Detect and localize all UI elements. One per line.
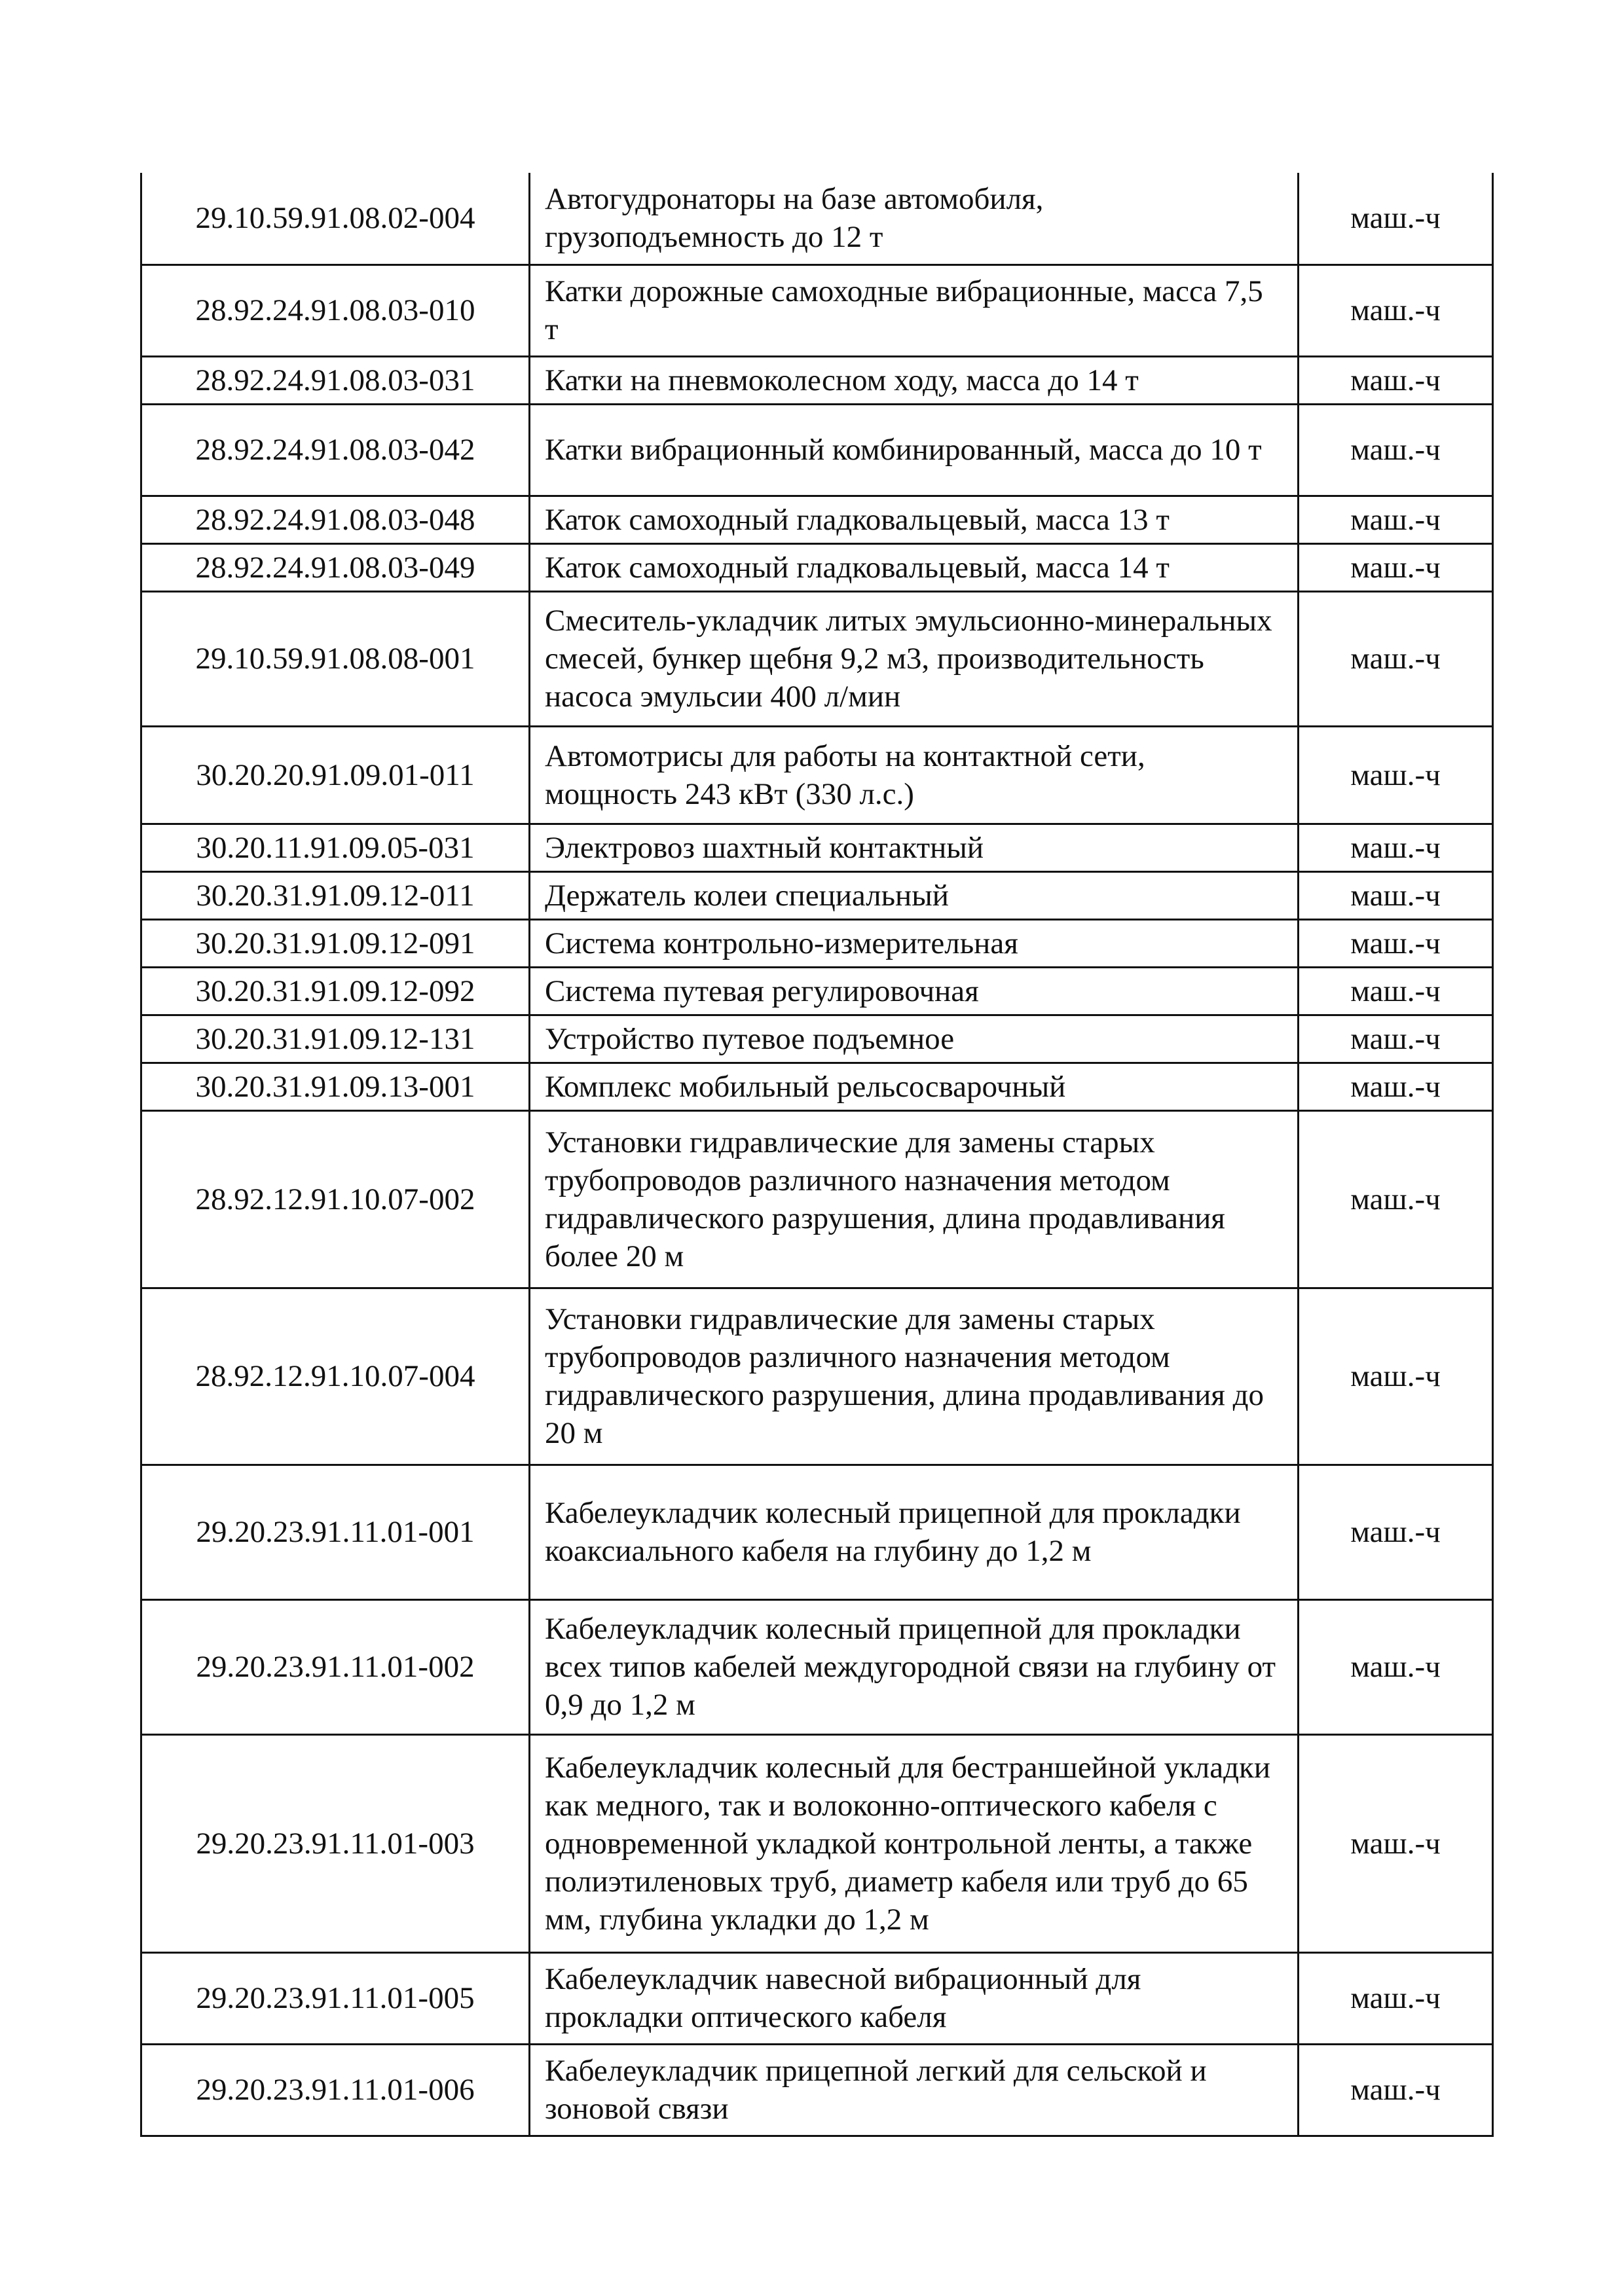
table-row bbox=[141, 1465, 1493, 1599]
table-row bbox=[141, 1599, 1493, 1734]
resource-code: 28.92.24.91.08.03-042 bbox=[141, 404, 530, 496]
resource-code: 29.20.23.91.11.01-002 bbox=[141, 1599, 530, 1734]
table-row bbox=[141, 726, 1493, 824]
table-row bbox=[141, 173, 1493, 264]
resource-code: 28.92.12.91.10.07-002 bbox=[141, 1110, 530, 1288]
resource-code: 28.92.24.91.08.03-010 bbox=[141, 264, 530, 356]
resource-unit: маш.-ч bbox=[1299, 543, 1493, 591]
table-row bbox=[141, 356, 1493, 404]
table-row bbox=[141, 2044, 1493, 2136]
resource-unit: маш.-ч bbox=[1299, 496, 1493, 543]
resource-name: Автомотрисы для работы на контактной сети, мощность 243 кВт (330 л.с.) bbox=[530, 726, 1299, 824]
resource-code: 28.92.12.91.10.07-004 bbox=[141, 1288, 530, 1465]
resource-code: 30.20.20.91.09.01-011 bbox=[141, 726, 530, 824]
resource-unit: маш.-ч bbox=[1299, 1063, 1493, 1110]
table-row bbox=[141, 967, 1493, 1015]
resource-unit: маш.-ч bbox=[1299, 1015, 1493, 1063]
resource-code: 29.20.23.91.11.01-005 bbox=[141, 1952, 530, 2044]
resource-unit: маш.-ч bbox=[1299, 1110, 1493, 1288]
resource-name: Катки дорожные самоходные вибрационные, масса 7,5 т bbox=[530, 264, 1299, 356]
resource-name: Кабелеукладчик прицепной легкий для сельской и зоновой связи bbox=[530, 2044, 1299, 2136]
machinery-table-body bbox=[141, 173, 1493, 2136]
resource-code: 30.20.31.91.09.12-011 bbox=[141, 871, 530, 919]
resource-name: Кабелеукладчик колесный прицепной для прокладки всех типов кабелей междугородной связи на глубину от 0,9 до 1,2 м bbox=[530, 1599, 1299, 1734]
resource-unit: маш.-ч bbox=[1299, 591, 1493, 726]
resource-unit: маш.-ч bbox=[1299, 356, 1493, 404]
resource-unit: маш.-ч bbox=[1299, 967, 1493, 1015]
table-row bbox=[141, 919, 1493, 967]
resource-code: 29.20.23.91.11.01-003 bbox=[141, 1734, 530, 1952]
resource-name: Система путевая регулировочная bbox=[530, 967, 1299, 1015]
resource-code: 29.20.23.91.11.01-006 bbox=[141, 2044, 530, 2136]
resource-name: Кабелеукладчик навесной вибрационный для прокладки оптического кабеля bbox=[530, 1952, 1299, 2044]
resource-name: Кабелеукладчик колесный прицепной для прокладки коаксиального кабеля на глубину до 1,2 м bbox=[530, 1465, 1299, 1599]
resource-name: Автогудронаторы на базе автомобиля, грузоподъемность до 12 т bbox=[530, 173, 1299, 264]
resource-unit: маш.-ч bbox=[1299, 1734, 1493, 1952]
resource-unit: маш.-ч bbox=[1299, 264, 1493, 356]
resource-name: Установки гидравлические для замены старых трубопроводов различного назначения методом гидравлического разрушения, длина продавливания более 20 м bbox=[530, 1110, 1299, 1288]
table-row bbox=[141, 1288, 1493, 1465]
resource-name: Комплекс мобильный рельсосварочный bbox=[530, 1063, 1299, 1110]
table-row bbox=[141, 871, 1493, 919]
resource-name: Катки на пневмоколесном ходу, масса до 14 т bbox=[530, 356, 1299, 404]
table-row bbox=[141, 1110, 1493, 1288]
table-row bbox=[141, 1734, 1493, 1952]
resource-name: Смеситель-укладчик литых эмульсионно-минеральных смесей, бункер щебня 9,2 м3, производительность насоса эмульсии 400 л/мин bbox=[530, 591, 1299, 726]
resource-name: Каток самоходный гладковальцевый, масса 14 т bbox=[530, 543, 1299, 591]
resource-name: Кабелеукладчик колесный для бестраншейной укладки как медного, так и волоконно-оптического кабеля с одновременной укладкой контрольной ленты, а также полиэтиленовых труб, диаметр кабеля или труб до 65 мм, глубина укладки до 1,2 м bbox=[530, 1734, 1299, 1952]
resource-name: Система контрольно-измерительная bbox=[530, 919, 1299, 967]
resource-name: Катки вибрационный комбинированный, масса до 10 т bbox=[530, 404, 1299, 496]
table-row bbox=[141, 543, 1493, 591]
resource-code: 30.20.11.91.09.05-031 bbox=[141, 824, 530, 871]
resource-code: 29.20.23.91.11.01-001 bbox=[141, 1465, 530, 1599]
resource-unit: маш.-ч bbox=[1299, 1465, 1493, 1599]
resource-code: 28.92.24.91.08.03-031 bbox=[141, 356, 530, 404]
table-row bbox=[141, 1015, 1493, 1063]
resource-code: 30.20.31.91.09.13-001 bbox=[141, 1063, 530, 1110]
machinery-table bbox=[140, 173, 1494, 2137]
resource-code: 30.20.31.91.09.12-131 bbox=[141, 1015, 530, 1063]
table-row bbox=[141, 824, 1493, 871]
resource-code: 29.10.59.91.08.08-001 bbox=[141, 591, 530, 726]
resource-name: Электровоз шахтный контактный bbox=[530, 824, 1299, 871]
resource-unit: маш.-ч bbox=[1299, 1952, 1493, 2044]
resource-unit: маш.-ч bbox=[1299, 726, 1493, 824]
resource-code: 30.20.31.91.09.12-091 bbox=[141, 919, 530, 967]
resource-code: 28.92.24.91.08.03-048 bbox=[141, 496, 530, 543]
table-row bbox=[141, 591, 1493, 726]
resource-name: Установки гидравлические для замены старых трубопроводов различного назначения методом гидравлического разрушения, длина продавливания до 20 м bbox=[530, 1288, 1299, 1465]
resource-name: Каток самоходный гладковальцевый, масса 13 т bbox=[530, 496, 1299, 543]
resource-code: 28.92.24.91.08.03-049 bbox=[141, 543, 530, 591]
resource-unit: маш.-ч bbox=[1299, 173, 1493, 264]
table-row bbox=[141, 264, 1493, 356]
resource-unit: маш.-ч bbox=[1299, 1599, 1493, 1734]
table-row bbox=[141, 496, 1493, 543]
resource-unit: маш.-ч bbox=[1299, 871, 1493, 919]
resource-name: Устройство путевое подъемное bbox=[530, 1015, 1299, 1063]
resource-unit: маш.-ч bbox=[1299, 2044, 1493, 2136]
resource-name: Держатель колеи специальный bbox=[530, 871, 1299, 919]
resource-unit: маш.-ч bbox=[1299, 919, 1493, 967]
resource-unit: маш.-ч bbox=[1299, 824, 1493, 871]
table-row bbox=[141, 1063, 1493, 1110]
table-row bbox=[141, 1952, 1493, 2044]
resource-unit: маш.-ч bbox=[1299, 1288, 1493, 1465]
table-row bbox=[141, 404, 1493, 496]
resource-unit: маш.-ч bbox=[1299, 404, 1493, 496]
resource-code: 30.20.31.91.09.12-092 bbox=[141, 967, 530, 1015]
resource-code: 29.10.59.91.08.02-004 bbox=[141, 173, 530, 264]
